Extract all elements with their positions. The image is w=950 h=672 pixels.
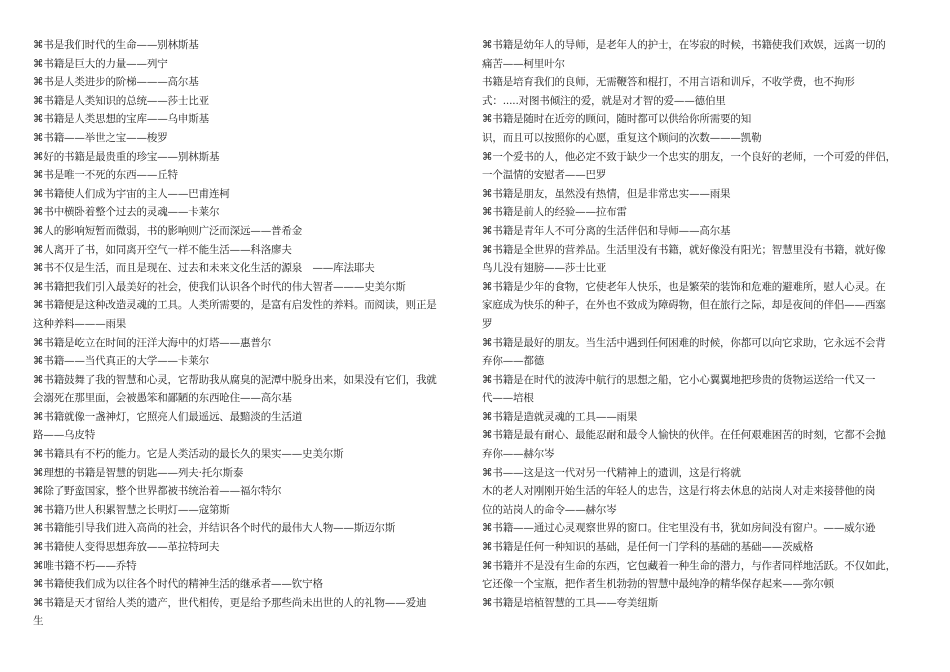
quote-line: ⌘书籍是造就灵魂的工具——雨果 [482,410,638,423]
quote-line: ⌘书籍是天才留给人类的遗产，世代相传，更是给予那些尚未出世的人的礼物——爱迪 [33,596,427,609]
quote-line: ⌘书籍是随时在近旁的顾问，随时都可以供给你所需要的知 [482,113,752,126]
quote-line: ⌘书籍并不是没有生命的东西，它包藏着一种生命的潜力，与作者同样地活跃。不仅如此， [482,559,896,572]
left-column [33,36,467,631]
quote-line: 这种养料———雨果 [33,317,127,330]
quote-line: ⌘书籍是巨大的力量——列宁 [33,57,168,70]
quote-line: ⌘书籍是青年人不可分离的生活伴侣和导师——高尔基 [482,224,731,237]
quote-line: ⌘书籍便是这种改造灵魂的工具。人类所需要的，是富有启发性的养料。而阅读，则正是 [33,299,437,312]
quote-line: ⌘书籍把我们引入最美好的社会，使我们认识各个时代的伟大智者———史美尔斯 [33,280,406,293]
quote-line: ⌘书籍是全世界的营养品。生活里没有书籍，就好像没有阳光；智慧里没有书籍，就好像 [482,243,886,256]
quote-line: ⌘书籍是幼年人的导师，是老年人的护士，在岑寂的时候，书籍使我们欢娱，远离一切的 [482,39,886,51]
quote-line: ⌘书籍使我们成为以往各个时代的精神生活的继承者——钦宁格 [33,578,323,591]
quote-line: ⌘书籍是任何一种知识的基础，是任何一门学科的基础的基础——茨威格 [482,541,814,554]
quote-line: ⌘书籍是人类思想的宝库——乌申斯基 [33,113,209,126]
quote-line: 鸟儿没有翅膀——莎士比亚 [482,262,607,275]
quote-line: 罗 [482,317,493,330]
quote-line: ⌘书籍是人类知识的总统——莎士比亚 [33,94,209,107]
quote-line: ⌘书籍是屹立在时间的汪洋大海中的灯塔——惠普尔 [33,336,272,349]
quote-line: ⌘人离开了书，如同离开空气一样不能生活——科洛廖夫 [33,243,292,256]
quote-line: ⌘书不仅是生活，而且是现在、过去和未来文化生活的源泉 ——库法耶夫 [33,262,375,275]
quote-line: ⌘书籍是最好的朋友。当生活中遇到任何困难的时候，你都可以向它求助，它永远不会背 [482,336,886,349]
quote-line: 识，而且可以按照你的心愿，重复这个顾问的次数———凯勒 [482,131,762,144]
quote-line: ⌘书——这是这一代对另一代精神上的遗训，这是行将就 [482,466,741,479]
quote-line: ⌘人的影响短暂而微弱，书的影响则广泛而深远——普希金 [33,224,303,237]
quote-line: 生 [33,615,44,628]
quote-line: ⌘书籍鼓舞了我的智慧和心灵，它帮助我从腐臭的泥潭中脱身出来，如果没有它们，我就 [33,373,437,386]
quote-line: ⌘好的书籍是最贵重的珍宝——别林斯基 [33,150,220,163]
quote-line: 一个温情的安慰者——巴罗 [482,169,607,182]
quote-line: ⌘书籍是培植智慧的工具——夸美纽斯 [482,596,658,609]
quote-line: ⌘唯书籍不朽——乔特 [33,559,137,572]
quote-line: ⌘一个爱书的人，他必定不致于缺少一个忠实的朋友，一个良好的老师，一个可爱的伴侣， [482,150,896,163]
quote-line: ⌘书籍——通过心灵观察世界的窗口。住宅里没有书，犹如房间没有窗户。——威尔逊 [482,522,876,535]
quote-line: ⌘书籍具有不朽的能力。它是人类活动的最长久的果实——史美尔斯 [33,448,344,461]
quote-line: ⌘理想的书籍是智慧的钥匙——列夫·托尔斯泰 [33,466,244,479]
quote-line: ⌘书籍是朋友，虽然没有热情，但是非常忠实——雨果 [482,187,731,200]
quote-line: 木的老人对刚刚开始生活的年轻人的忠告，这是行将去休息的站岗人对走来接替他的岗 [482,485,876,498]
quote-line: ⌘书籍是在时代的波涛中航行的思想之船，它小心翼翼地把珍贵的货物运送给一代又一 [482,373,876,386]
quote-line: ⌘书籍——当代真正的大学——卡莱尔 [33,355,209,368]
quote-line: 弃你——都德 [482,355,545,368]
quote-line: 代——培根 [482,392,534,405]
quote-line: ⌘书籍使人变得思想奔放——革拉特珂夫 [33,541,220,554]
quote-line: ⌘书籍是最有耐心、最能忍耐和最令人愉快的伙伴。在任何艰难困苦的时刻，它都不会抛 [482,429,886,442]
quote-line: ⌘书籍能引导我们进入高尚的社会，并结识各个时代的最伟大人物——斯迈尔斯 [33,522,396,535]
quote-line: ⌘书籍是前人的经验——拉布雷 [482,206,627,219]
quote-line: 路——乌皮特 [33,429,96,442]
quote-line: ⌘书是人类进步的阶梯———高尔基 [33,76,199,89]
quote-line: ⌘书籍乃世人积累智慧之长明灯——寇第斯 [33,503,230,516]
quote-line: 式：.....对图书倾注的爱，就是对才智的爱——德伯里 [482,94,726,107]
quote-line: ⌘书籍就像一盏神灯，它照亮人们最遥远、最黯淡的生活道 [33,410,303,423]
quote-line: 位的站岗人的命令——赫尔岑 [482,503,617,516]
quote-line: 弃你——赫尔岑 [482,448,555,461]
quote-line: 痛苦——柯里叶尔 [482,57,565,70]
quote-line: 书籍是培育我们的良师，无需鞭答和棍打，不用言语和训斥，不收学费，也不拘形 [482,76,855,89]
quote-line: 家庭成为快乐的种子，在外也不致成为障碍物，但在旅行之际，却是夜间的伴侣——西塞 [482,299,886,312]
quote-line: ⌘除了野蛮国家，整个世界都被书统治着——福尔特尔 [33,485,282,498]
quote-line: ⌘书中横卧着整个过去的灵魂——卡莱尔 [33,206,220,219]
quote-line: 会溺死在那里面，会被愚笨和鄙陋的东西呛住——高尔基 [33,392,292,405]
quote-line: 它还像一个宝瓶，把作者生机勃勃的智慧中最纯净的精华保存起来——弥尔顿 [482,578,834,591]
quote-line: ⌘书籍使人们成为宇宙的主人——巴甫连柯 [33,187,230,200]
right-column [482,36,918,612]
quote-line: ⌘书是我们时代的生命——别林斯基 [33,39,199,51]
quote-line: ⌘书是唯一不死的东西——丘特 [33,169,178,182]
quote-line: ⌘书籍——举世之宝——梭罗 [33,131,168,144]
quote-line: ⌘书籍是少年的食物，它使老年人快乐，也是繁荣的装饰和危难的避难所，慰人心灵。在 [482,280,886,293]
